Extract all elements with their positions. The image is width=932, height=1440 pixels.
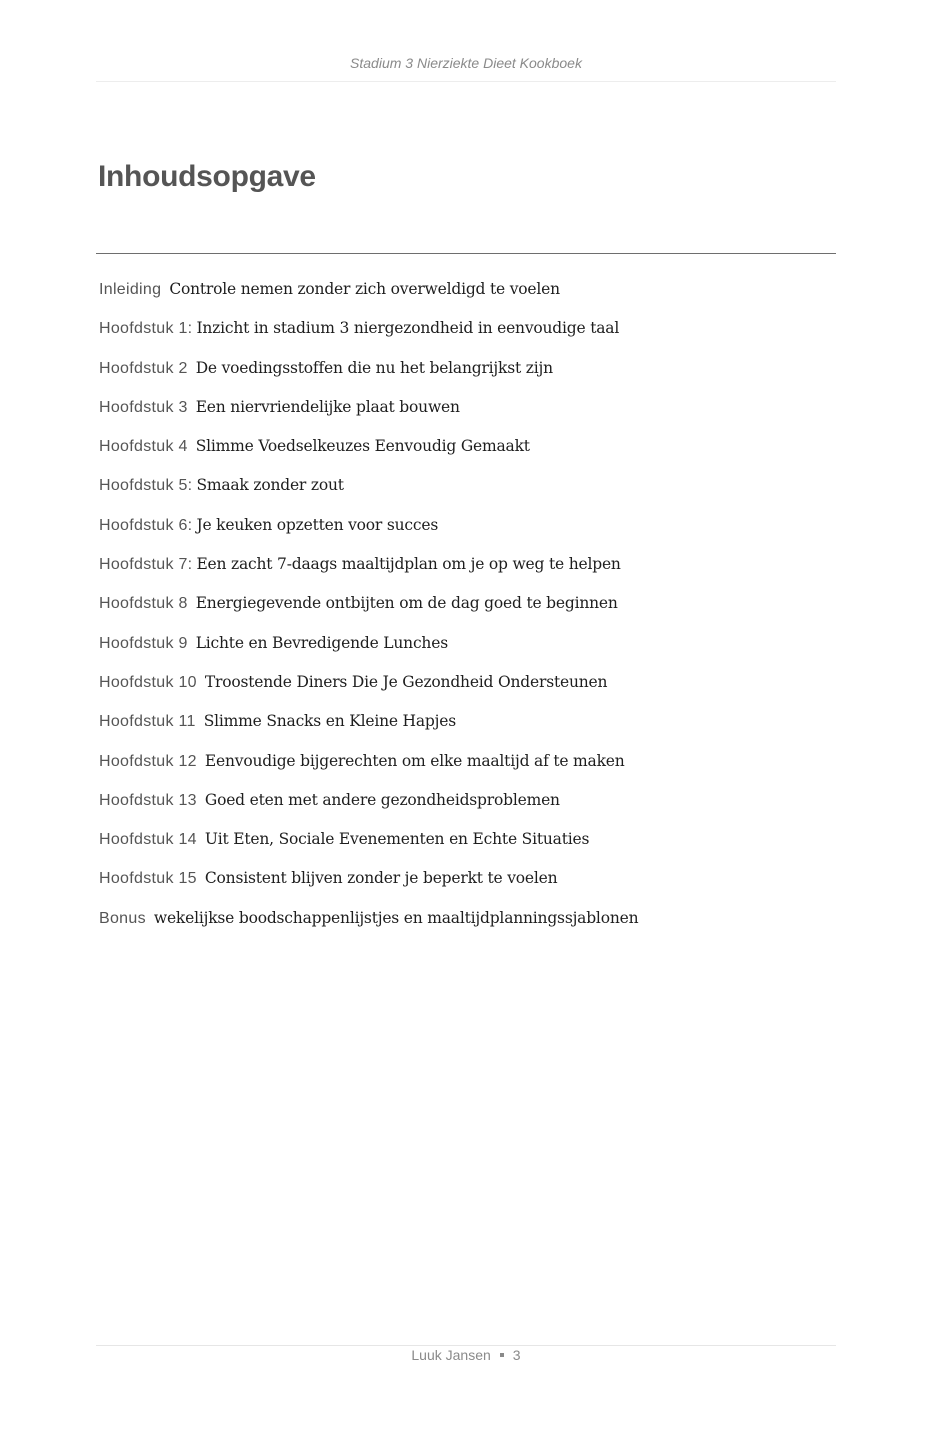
header-divider	[96, 81, 836, 82]
toc-entry-text: Je keuken opzetten voor succes	[196, 515, 439, 534]
toc-entry[interactable]	[99, 278, 638, 317]
toc-entry-label: Hoofdstuk 15	[99, 870, 197, 888]
toc-entry-text: Energiegevende ontbijten om de dag goed te beginnen	[195, 594, 618, 613]
toc-entry-text: Uit Eten, Sociale Evenementen en Echte Situaties	[204, 830, 590, 849]
toc-entry-label: Hoofdstuk 13	[99, 791, 197, 809]
toc-entry[interactable]	[99, 357, 638, 396]
toc-entry-label: Hoofdstuk 9	[99, 634, 188, 652]
toc-entry[interactable]	[99, 396, 638, 435]
toc-entry-text: De voedingsstoffen die nu het belangrijkst zijn	[195, 358, 553, 377]
toc-entry-label: Hoofdstuk 11	[99, 713, 196, 731]
running-header: Stadium 3 Nierziekte Dieet Kookboek	[350, 55, 582, 71]
toc-entry-label: Hoofdstuk 2	[99, 359, 188, 377]
toc-entry-spacer	[146, 910, 154, 927]
toc-entry[interactable]	[99, 553, 638, 592]
toc-entry-label: Hoofdstuk 1:	[99, 320, 193, 338]
footer-page-number: 3	[512, 1347, 521, 1363]
toc-entry[interactable]	[99, 750, 638, 789]
footer-separator-dot	[500, 1353, 504, 1357]
toc-entry-label: Hoofdstuk 6:	[99, 516, 193, 534]
toc-entry-text: Consistent blijven zonder je beperkt te voelen	[204, 869, 558, 888]
toc-entry-label: Hoofdstuk 7:	[99, 556, 193, 574]
toc-entry-spacer	[197, 753, 205, 770]
toc-entry-spacer	[188, 360, 196, 377]
running-footer	[0, 1347, 932, 1363]
toc-entry[interactable]	[99, 514, 638, 553]
footer-divider	[96, 1345, 836, 1346]
toc-entry-spacer	[197, 870, 205, 887]
toc-entry[interactable]	[99, 789, 638, 828]
toc-entry-label: Hoofdstuk 10	[99, 673, 197, 691]
toc-entry[interactable]	[99, 474, 638, 513]
toc-entry[interactable]	[99, 867, 638, 906]
toc-entry-label: Hoofdstuk 12	[99, 752, 197, 770]
toc-entry-text: wekelijkse boodschappenlijstjes en maaltijdplanningssjablonen	[153, 908, 639, 927]
toc-entry[interactable]	[99, 710, 638, 749]
toc-entry-label: Hoofdstuk 8	[99, 595, 188, 613]
toc-entry-text: Een niervriendelijke plaat bouwen	[195, 397, 460, 416]
toc-entry-text: Goed eten met andere gezondheidsproblemen	[204, 790, 560, 809]
footer-author: Luuk Jansen	[411, 1347, 491, 1363]
toc-entry-spacer	[197, 792, 205, 809]
toc-entry-text: Lichte en Bevredigende Lunches	[195, 633, 448, 652]
toc-entry-text: Smaak zonder zout	[196, 476, 344, 495]
toc-entry-label: Hoofdstuk 4	[99, 438, 188, 456]
toc-entry-label: Bonus	[99, 909, 146, 927]
toc-entry-text: Inzicht in stadium 3 niergezondheid in eenvoudige taal	[196, 319, 620, 338]
toc-entry[interactable]	[99, 317, 638, 356]
toc-entry[interactable]	[99, 592, 638, 631]
toc-entry-text: Slimme Snacks en Kleine Hapjes	[203, 712, 456, 731]
toc-entry-spacer	[188, 595, 196, 612]
toc-entry-text: Eenvoudige bijgerechten om elke maaltijd af te maken	[204, 751, 625, 770]
toc-entry-label: Inleiding	[99, 281, 162, 298]
toc-entry-label: Hoofdstuk 14	[99, 831, 197, 849]
toc-title: Inhoudsopgave	[98, 160, 316, 193]
toc-entry-text: Troostende Diners Die Je Gezondheid Ondersteunen	[204, 672, 608, 691]
title-divider	[96, 253, 836, 254]
toc-entry-text: Een zacht 7-daags maaltijdplan om je op weg te helpen	[196, 555, 621, 574]
toc-entry-spacer	[188, 438, 196, 455]
toc-entry-spacer	[188, 635, 196, 652]
toc-entry-spacer	[197, 674, 205, 691]
toc-entry-label: Hoofdstuk 5:	[99, 477, 193, 495]
toc-entry[interactable]	[99, 907, 638, 946]
toc-entry[interactable]	[99, 671, 638, 710]
toc-entry-spacer	[188, 399, 196, 416]
toc-entry-label: Hoofdstuk 3	[99, 398, 188, 416]
toc-entry-spacer	[197, 831, 205, 848]
toc-list	[99, 278, 638, 946]
toc-entry[interactable]	[99, 632, 638, 671]
toc-entry[interactable]	[99, 828, 638, 867]
toc-entry-spacer	[196, 713, 204, 730]
toc-entry-text: Controle nemen zonder zich overweldigd te voelen	[169, 280, 560, 298]
toc-entry-text: Slimme Voedselkeuzes Eenvoudig Gemaakt	[195, 437, 530, 456]
toc-entry[interactable]	[99, 435, 638, 474]
